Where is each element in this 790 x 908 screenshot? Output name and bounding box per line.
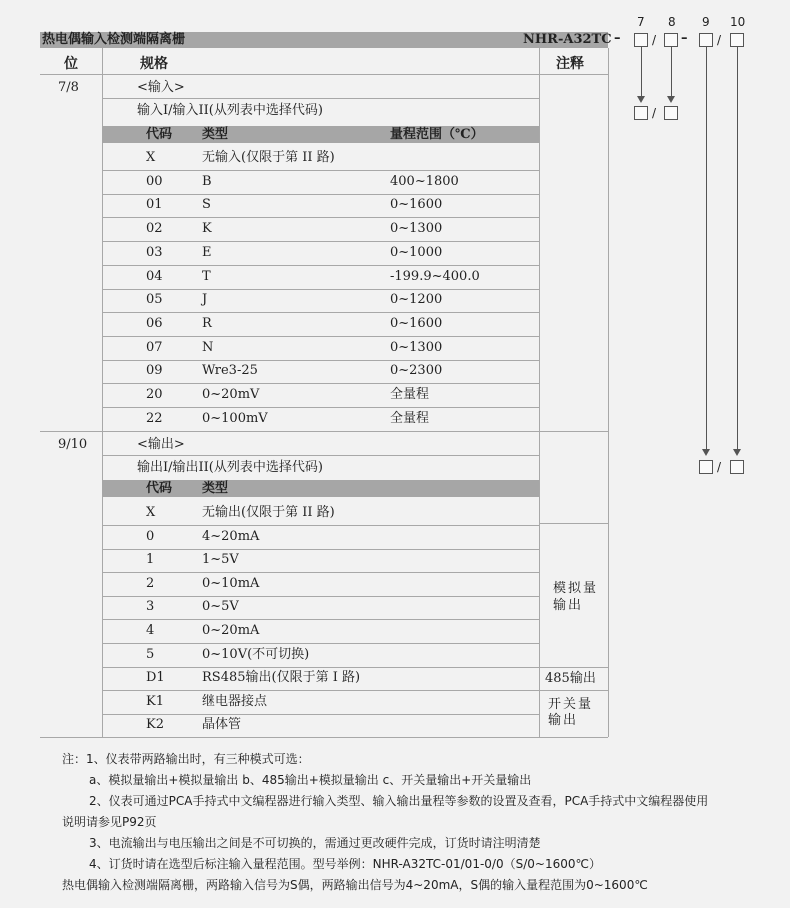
row-range: 全量程 [390, 387, 430, 402]
footnote-4: 4、订货时请在选型后标注输入量程范围。型号举例：NHR-A32TC-01/01-0/0（S/0~1600℃） [89, 857, 601, 871]
row-divider [102, 643, 539, 644]
row-code: 20 [146, 387, 163, 402]
footnote-1: 注：1、仪表带两路输出时，有三种模式可选： [62, 752, 310, 766]
code-label-9: 9 [702, 15, 710, 29]
row-divider [102, 289, 539, 290]
row-divider [102, 194, 539, 195]
row-code: 1 [146, 552, 155, 568]
row-type: J [202, 292, 208, 308]
row-divider [102, 431, 539, 432]
input-title: <输入> [137, 80, 185, 95]
row-type: S [202, 197, 211, 213]
output-pos: 9/10 [58, 437, 88, 452]
input-box-7[interactable] [634, 106, 648, 120]
row-range: 0~2300 [390, 363, 443, 379]
row-type: 0~20mA [202, 623, 260, 638]
row-code: 5 [146, 646, 155, 662]
output-head-type: 类型 [202, 481, 229, 496]
row-code: 01 [146, 197, 163, 213]
footnote-1a: a、模拟量输出+模拟量输出 b、485输出+模拟量输出 c、开关量输出+开关量输出 [89, 773, 532, 787]
row-type: 0~5V [202, 599, 239, 615]
row-divider [102, 383, 539, 384]
vline-col3 [608, 48, 609, 737]
hline-note-switch-top [539, 690, 608, 691]
row-divider [102, 596, 539, 597]
row-divider [102, 336, 539, 337]
row-code: K2 [146, 717, 164, 733]
row-code: 22 [146, 410, 163, 426]
row-type: 晶体管 [202, 717, 242, 733]
row-code: K1 [146, 693, 164, 709]
output-box-10[interactable] [730, 460, 744, 474]
row-divider [102, 407, 539, 408]
input-box-8[interactable] [664, 106, 678, 120]
note-switch-1: 开关量 [548, 697, 594, 712]
output-head-code: 代码 [146, 481, 173, 496]
row-code: 0 [146, 528, 155, 544]
row-range: 全量程 [390, 410, 430, 426]
model-number: NHR-A32TC [523, 32, 612, 47]
row-type: T [202, 268, 211, 284]
arrowhead-9 [702, 449, 710, 456]
col-note: 注释 [556, 56, 584, 72]
row-code: 09 [146, 363, 163, 379]
row-code: 00 [146, 173, 163, 189]
hline-bottom [40, 737, 608, 738]
code-box-7[interactable] [634, 33, 648, 47]
footnote-3: 3、电流输出与电压输出之间是不可切换的，需通过更改硬件完成，订货时请注明清楚 [89, 836, 541, 850]
row-divider [102, 714, 539, 715]
hline-note-rs485-top [539, 667, 608, 668]
row-divider [102, 690, 539, 691]
row-code: 02 [146, 221, 163, 237]
row-range: -199.9~400.0 [390, 268, 480, 284]
vline-col1 [102, 48, 103, 737]
footnote-5: 热电偶输入检测端隔离栅，两路输入信号为S偶，两路输出信号为4~20mA，S偶的输入量程范围为0~1600℃ [62, 878, 648, 892]
input-pos: 7/8 [58, 80, 79, 95]
row-type: K [202, 221, 212, 237]
row-divider [102, 667, 539, 668]
row-type: 0~10mA [202, 575, 260, 591]
row-code: 4 [146, 623, 155, 638]
output-subtitle: 输出I/输出II(从列表中选择代码) [137, 460, 323, 475]
row-type: 0~100mV [202, 410, 268, 426]
hline-head-bottom [40, 74, 608, 75]
row-range: 0~1600 [390, 315, 443, 331]
footnote-2b: 说明请参见P92页 [62, 815, 157, 829]
sep-7-8: / [652, 33, 657, 47]
note-rs485: 485输出 [545, 671, 596, 686]
row-type: RS485输出(仅限于第 I 路) [202, 670, 361, 686]
col-pos: 位 [64, 56, 78, 72]
row-range: 0~1300 [390, 221, 443, 237]
row-code: 04 [146, 268, 163, 284]
row-type: 继电器接点 [202, 693, 268, 709]
input-subtitle: 输入I/输入II(从列表中选择代码) [137, 103, 323, 118]
row-range: 0~1300 [390, 339, 443, 355]
row-type: B [202, 173, 212, 189]
arrowhead-10 [733, 449, 741, 456]
row-divider [102, 170, 539, 171]
row-type: R [202, 315, 212, 331]
row-type: 0~10V(不可切换) [202, 646, 310, 662]
code-label-10: 10 [730, 15, 746, 29]
hline-output-title [102, 455, 539, 456]
note-analog-1: 模拟量 [553, 581, 599, 596]
row-type: Wre3-25 [202, 363, 258, 379]
row-range: 0~1200 [390, 292, 443, 308]
row-code: 05 [146, 292, 163, 308]
row-type: 无输出(仅限于第 II 路) [202, 505, 335, 520]
row-divider [102, 360, 539, 361]
row-code: 07 [146, 339, 163, 355]
row-type: 1~5V [202, 552, 239, 568]
connector-9 [706, 47, 707, 450]
connector-7 [641, 47, 642, 97]
row-divider [102, 217, 539, 218]
row-divider [102, 265, 539, 266]
row-range: 400~1800 [390, 173, 459, 189]
page-title: 热电偶输入检测端隔离栅 [42, 32, 186, 47]
row-code: 03 [146, 244, 163, 260]
note-switch-2: 输出 [548, 713, 579, 728]
row-type: 无输入(仅限于第 II 路) [202, 150, 335, 165]
row-code: 3 [146, 599, 155, 615]
footnote-2: 2、仪表可通过PCA手持式中文编程器进行输入类型、输入输出量程等参数的设置及查看，PCA手持式中文编程器使用 [89, 794, 709, 808]
arrowhead-7 [637, 96, 645, 103]
input-head-range: 量程范围（℃） [390, 127, 484, 142]
row-code: X [146, 150, 156, 165]
sep-9-10: / [717, 33, 722, 47]
row-type: E [202, 244, 212, 260]
row-code: X [146, 505, 156, 520]
note-analog-2: 输出 [553, 598, 584, 613]
row-code: 2 [146, 575, 155, 591]
input-head-code: 代码 [146, 127, 173, 142]
row-divider [102, 572, 539, 573]
code-box-8[interactable] [664, 33, 678, 47]
dash-1: – [614, 31, 621, 46]
input-sep: / [652, 106, 657, 120]
row-type: N [202, 339, 214, 355]
hline-note-analog-top [539, 523, 608, 524]
vline-col2 [539, 48, 540, 737]
code-label-7: 7 [637, 15, 645, 29]
row-code: 06 [146, 315, 163, 331]
code-box-9[interactable] [699, 33, 713, 47]
code-label-8: 8 [668, 15, 676, 29]
row-divider [102, 549, 539, 550]
output-title: <输出> [137, 437, 185, 452]
input-head-type: 类型 [202, 127, 229, 142]
row-type: 0~20mV [202, 387, 260, 402]
row-type: 4~20mA [202, 528, 260, 544]
row-range: 0~1000 [390, 244, 443, 260]
arrowhead-8 [667, 96, 675, 103]
row-divider [102, 525, 539, 526]
connector-8 [671, 47, 672, 97]
row-code: D1 [146, 670, 165, 686]
code-box-10[interactable] [730, 33, 744, 47]
row-divider [102, 241, 539, 242]
col-spec: 规格 [140, 56, 168, 72]
hline-input-title [102, 98, 539, 99]
row-divider [102, 619, 539, 620]
connector-10 [737, 47, 738, 450]
output-sep: / [717, 460, 722, 474]
row-divider [102, 312, 539, 313]
dash-2: – [681, 31, 688, 46]
row-range: 0~1600 [390, 197, 443, 213]
output-box-9[interactable] [699, 460, 713, 474]
